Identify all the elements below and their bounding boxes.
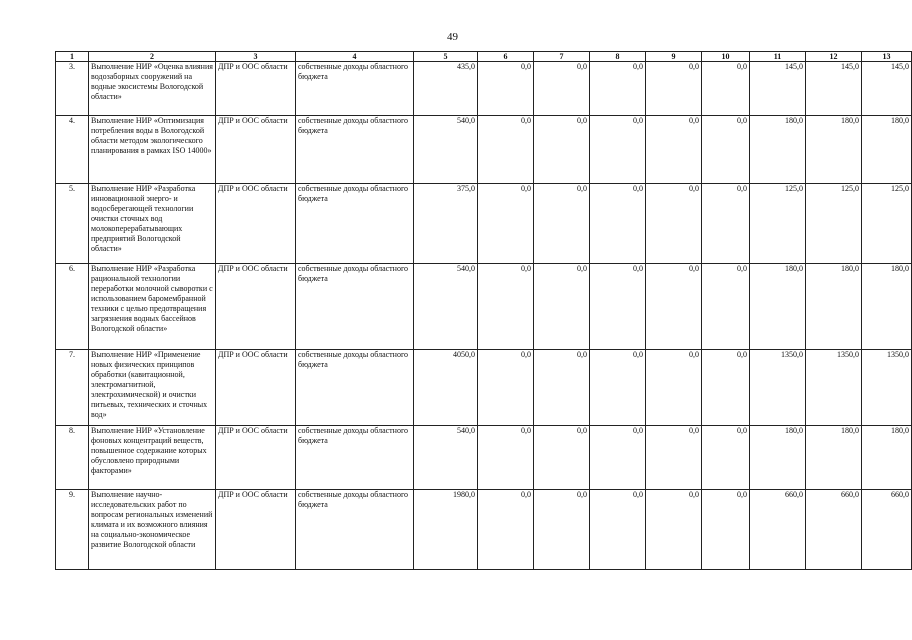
amount-cell: 0,0	[646, 490, 702, 570]
amount-cell: 0,0	[534, 264, 590, 350]
row-number: 6.	[56, 264, 89, 350]
row-number: 8.	[56, 426, 89, 490]
executor: ДПР и ООС области	[216, 116, 296, 184]
amount-cell: 540,0	[414, 116, 478, 184]
amount-cell: 0,0	[534, 62, 590, 116]
funding-source: собственные доходы областного бюджета	[296, 184, 414, 264]
column-header: 9	[646, 52, 702, 62]
amount-cell: 1350,0	[862, 350, 912, 426]
measure-name: Выполнение НИР «Установление фоновых концентраций веществ, повышенное содержание которых обусловлено природными факторами»	[89, 426, 216, 490]
amount-cell: 0,0	[478, 62, 534, 116]
amount-cell: 0,0	[590, 62, 646, 116]
table-row	[56, 116, 912, 184]
amount-cell: 125,0	[750, 184, 806, 264]
amount-cell: 0,0	[590, 426, 646, 490]
amount-cell: 0,0	[590, 350, 646, 426]
column-header: 8	[590, 52, 646, 62]
table-row	[56, 490, 912, 570]
table-row	[56, 264, 912, 350]
funding-source: собственные доходы областного бюджета	[296, 350, 414, 426]
amount-cell: 0,0	[478, 426, 534, 490]
amount-cell: 145,0	[806, 62, 862, 116]
amount-cell: 180,0	[862, 116, 912, 184]
table-row	[56, 184, 912, 264]
amount-cell: 0,0	[590, 116, 646, 184]
amount-cell: 0,0	[478, 490, 534, 570]
column-header: 11	[750, 52, 806, 62]
amount-cell: 0,0	[702, 350, 750, 426]
amount-cell: 0,0	[702, 264, 750, 350]
header-row	[56, 52, 912, 62]
amount-cell: 660,0	[862, 490, 912, 570]
amount-cell: 0,0	[478, 184, 534, 264]
column-header: 10	[702, 52, 750, 62]
amount-cell: 0,0	[478, 264, 534, 350]
column-header: 7	[534, 52, 590, 62]
row-number: 3.	[56, 62, 89, 116]
amount-cell: 180,0	[750, 426, 806, 490]
amount-cell: 660,0	[806, 490, 862, 570]
amount-cell: 180,0	[806, 264, 862, 350]
amount-cell: 180,0	[750, 116, 806, 184]
amount-cell: 0,0	[534, 116, 590, 184]
funding-source: собственные доходы областного бюджета	[296, 116, 414, 184]
amount-cell: 180,0	[806, 426, 862, 490]
amount-cell: 180,0	[862, 426, 912, 490]
measure-name: Выполнение НИР «Разработка инновационной энерго- и водосберегающей технологии очистки сточных вод молокоперерабатывающих предприятий Вологодской области»	[89, 184, 216, 264]
amount-cell: 0,0	[702, 426, 750, 490]
amount-cell: 0,0	[478, 116, 534, 184]
amount-cell: 0,0	[702, 62, 750, 116]
amount-cell: 0,0	[646, 116, 702, 184]
row-number: 5.	[56, 184, 89, 264]
page-number: 49	[447, 31, 458, 43]
measure-name: Выполнение научно-исследовательских работ по вопросам региональных изменений климата и их возможного влияния на социально-экономическое развитие Вологодской области	[89, 490, 216, 570]
measure-name: Выполнение НИР «Оценка влияния водозаборных сооружений на водные экосистемы Вологодской области»	[89, 62, 216, 116]
column-header: 5	[414, 52, 478, 62]
executor: ДПР и ООС области	[216, 264, 296, 350]
amount-cell: 4050,0	[414, 350, 478, 426]
column-header: 4	[296, 52, 414, 62]
amount-cell: 0,0	[534, 350, 590, 426]
amount-cell: 0,0	[702, 184, 750, 264]
amount-cell: 1980,0	[414, 490, 478, 570]
amount-cell: 0,0	[534, 184, 590, 264]
amount-cell: 0,0	[590, 490, 646, 570]
measure-name: Выполнение НИР «Применение новых физических принципов обработки (кавитационной, электромагнитной, электрохимической) и очистки питьевых, технических и сточных вод»	[89, 350, 216, 426]
table-body	[56, 62, 912, 570]
table-row	[56, 426, 912, 490]
column-header: 1	[56, 52, 89, 62]
row-number: 7.	[56, 350, 89, 426]
amount-cell: 180,0	[862, 264, 912, 350]
amount-cell: 0,0	[646, 350, 702, 426]
amount-cell: 435,0	[414, 62, 478, 116]
amount-cell: 125,0	[862, 184, 912, 264]
measure-name: Выполнение НИР «Разработка рациональной технологии переработки молочной сыворотки с использованием баромембранной техники с целью предотвращения загрязнения водных бассейнов Вологодской области»	[89, 264, 216, 350]
column-header: 6	[478, 52, 534, 62]
amount-cell: 125,0	[806, 184, 862, 264]
column-header: 2	[89, 52, 216, 62]
amount-cell: 660,0	[750, 490, 806, 570]
funding-source: собственные доходы областного бюджета	[296, 490, 414, 570]
amount-cell: 0,0	[534, 490, 590, 570]
executor: ДПР и ООС области	[216, 490, 296, 570]
amount-cell: 540,0	[414, 264, 478, 350]
amount-cell: 180,0	[750, 264, 806, 350]
amount-cell: 0,0	[702, 116, 750, 184]
amount-cell: 0,0	[646, 264, 702, 350]
table-row	[56, 62, 912, 116]
amount-cell: 145,0	[750, 62, 806, 116]
amount-cell: 0,0	[478, 350, 534, 426]
amount-cell: 0,0	[534, 426, 590, 490]
amount-cell: 1350,0	[750, 350, 806, 426]
amount-cell: 0,0	[646, 62, 702, 116]
funding-source: собственные доходы областного бюджета	[296, 264, 414, 350]
executor: ДПР и ООС области	[216, 62, 296, 116]
amount-cell: 1350,0	[806, 350, 862, 426]
row-number: 4.	[56, 116, 89, 184]
amount-cell: 180,0	[806, 116, 862, 184]
row-number: 9.	[56, 490, 89, 570]
executor: ДПР и ООС области	[216, 350, 296, 426]
funding-source: собственные доходы областного бюджета	[296, 426, 414, 490]
column-header: 12	[806, 52, 862, 62]
budget-table	[55, 51, 912, 570]
amount-cell: 375,0	[414, 184, 478, 264]
column-header: 13	[862, 52, 912, 62]
column-header: 3	[216, 52, 296, 62]
amount-cell: 0,0	[646, 426, 702, 490]
funding-source: собственные доходы областного бюджета	[296, 62, 414, 116]
amount-cell: 0,0	[646, 184, 702, 264]
amount-cell: 145,0	[862, 62, 912, 116]
amount-cell: 540,0	[414, 426, 478, 490]
amount-cell: 0,0	[590, 264, 646, 350]
executor: ДПР и ООС области	[216, 426, 296, 490]
amount-cell: 0,0	[702, 490, 750, 570]
table-row	[56, 350, 912, 426]
executor: ДПР и ООС области	[216, 184, 296, 264]
amount-cell: 0,0	[590, 184, 646, 264]
measure-name: Выполнение НИР «Оптимизация потребления воды в Вологодской области методом экологического планирования в рамках ISO 14000»	[89, 116, 216, 184]
